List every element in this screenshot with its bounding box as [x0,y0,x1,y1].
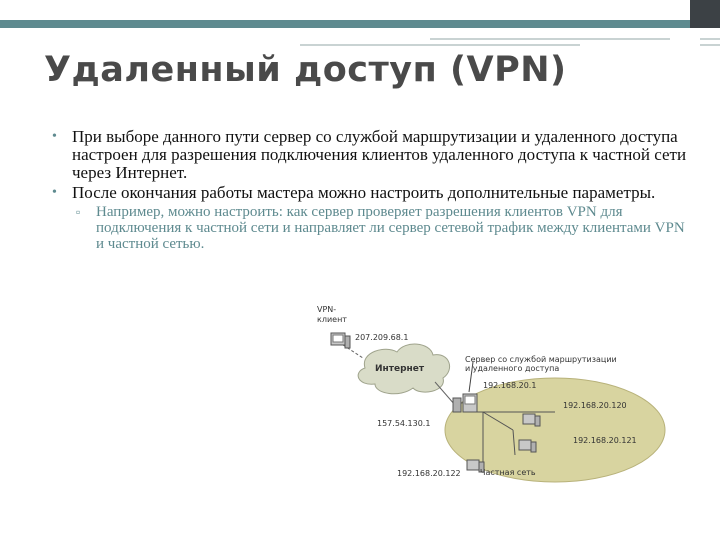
server-label: Сервер со службой маршрутизации [465,355,617,364]
host-ip-label: 192.168.20.120 [563,401,627,410]
sub-bullet-item [72,204,690,252]
internet-label: Интернет [375,364,425,374]
bullet-text: После окончания работы мастера можно настроить дополнительные параметры. [72,183,656,202]
bullet-item [50,128,690,182]
client-ip-label: 207.209.68.1 [355,333,409,342]
host-computer-icon [523,414,540,426]
accent-lines [0,28,720,48]
slide-title: Удаленный доступ (VPN) [44,50,567,90]
bullet-text: При выборе данного пути сервер со службой маршрутизации и удаленного доступа настроен для разрешения подключения клиентов удаленного доступа к частной сети через Интернет. [72,127,687,182]
server-external-ip-label: 157.54.130.1 [377,419,431,428]
sub-bullet-text: Например, можно настроить: как сервер проверяет разрешения клиентов VPN для подключения к частной сети и направляет ли сервер сетевой трафик между клиентами VPN и частной сетью. [96,204,685,252]
top-decoration-bar [0,0,720,28]
vpn-client-label: VPN- [317,305,337,314]
host-computer-icon [519,440,536,452]
server-label: и удаленного доступа [465,364,560,373]
vpn-client-label: клиент [317,315,347,324]
server-internal-ip-label: 192.168.20.1 [483,381,537,390]
private-network-label: Частная сеть [480,468,536,477]
accent-band [0,20,690,28]
sub-bullet-marker-icon: ▫ [76,205,81,219]
bullet-marker-icon: • [52,185,57,200]
vpn-server-icon [453,394,477,412]
bullet-marker-icon: • [52,129,57,144]
host-ip-label: 192.168.20.121 [573,436,637,445]
corner-band [690,0,720,28]
host-ip-label: 192.168.20.122 [397,469,461,478]
bullet-item [50,184,690,202]
vpn-network-diagram [305,300,685,490]
vpn-client-computer-icon [331,333,350,348]
slide-content [50,128,690,252]
